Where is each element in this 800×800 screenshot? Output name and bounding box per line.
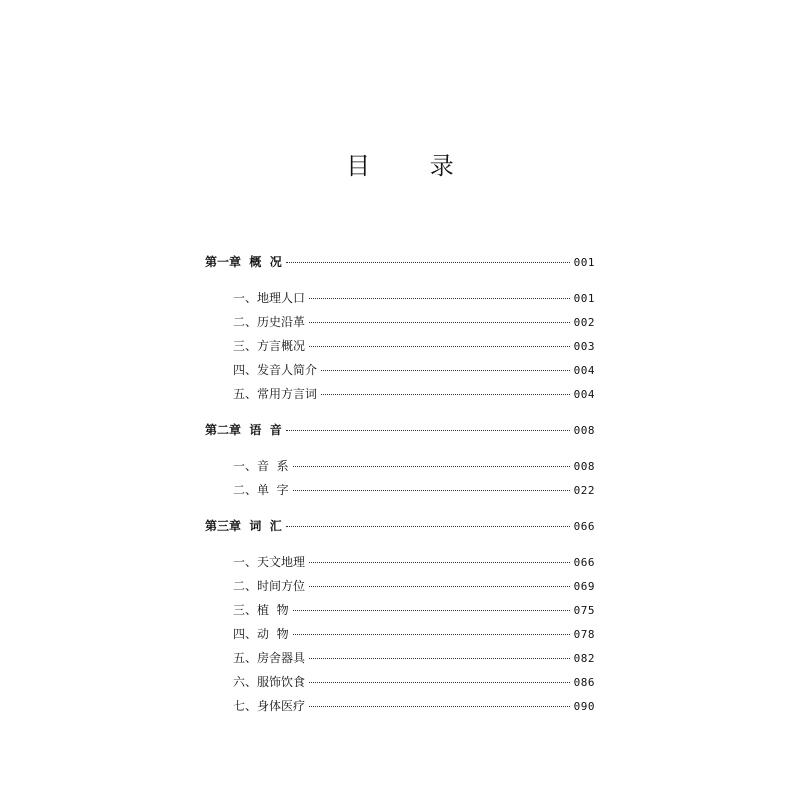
- page-number: 066: [573, 556, 595, 569]
- section-label: 四、发音人简介: [233, 363, 318, 377]
- chapter-label: 第二章 语 音: [205, 423, 282, 437]
- toc-section[interactable]: [205, 478, 595, 502]
- toc-section[interactable]: [205, 550, 595, 574]
- page-number: 075: [573, 604, 595, 617]
- dot-leader: [293, 633, 570, 635]
- section-label: 七、身体医疗: [233, 699, 306, 713]
- page-number: 090: [573, 700, 595, 713]
- dot-leader: [293, 465, 570, 467]
- page-number: 001: [573, 292, 595, 305]
- toc-section[interactable]: [205, 598, 595, 622]
- section-label: 五、房舍器具: [233, 651, 306, 665]
- dot-leader: [309, 657, 570, 659]
- dot-leader: [309, 561, 570, 563]
- section-label: 二、单 字: [233, 483, 289, 497]
- toc-section[interactable]: [205, 670, 595, 694]
- dot-leader: [321, 369, 570, 371]
- toc-section[interactable]: [205, 286, 595, 310]
- toc-section[interactable]: [205, 574, 595, 598]
- dot-leader: [321, 393, 570, 395]
- page-number: 002: [573, 316, 595, 329]
- chapter-label: 第一章 概 况: [205, 255, 282, 269]
- toc-section[interactable]: [205, 454, 595, 478]
- page-number: 001: [573, 256, 595, 269]
- dot-leader: [309, 345, 570, 347]
- toc-chapter-1[interactable]: [205, 250, 595, 274]
- section-label: 二、时间方位: [233, 579, 306, 593]
- dot-leader: [309, 705, 570, 707]
- dot-leader: [309, 321, 570, 323]
- page-number: 086: [573, 676, 595, 689]
- page-number: 078: [573, 628, 595, 641]
- page-number: 004: [573, 388, 595, 401]
- toc-section[interactable]: [205, 622, 595, 646]
- chapter-label: 第三章 词 汇: [205, 519, 282, 533]
- dot-leader: [286, 525, 570, 527]
- section-label: 五、常用方言词: [233, 387, 318, 401]
- section-label: 一、地理人口: [233, 291, 306, 305]
- dot-leader: [286, 429, 570, 431]
- dot-leader: [309, 585, 570, 587]
- table-of-contents: [205, 250, 595, 718]
- toc-section[interactable]: [205, 358, 595, 382]
- section-label: 一、天文地理: [233, 555, 306, 569]
- toc-chapter-3[interactable]: [205, 514, 595, 538]
- toc-section[interactable]: [205, 694, 595, 718]
- page-number: 069: [573, 580, 595, 593]
- section-label: 一、音 系: [233, 459, 289, 473]
- dot-leader: [309, 681, 570, 683]
- section-label: 四、动 物: [233, 627, 289, 641]
- dot-leader: [293, 489, 570, 491]
- section-label: 二、历史沿革: [233, 315, 306, 329]
- toc-section[interactable]: [205, 310, 595, 334]
- page-number: 008: [573, 460, 595, 473]
- section-label: 六、服饰饮食: [233, 675, 306, 689]
- toc-chapter-2[interactable]: [205, 418, 595, 442]
- dot-leader: [309, 297, 570, 299]
- section-label: 三、植 物: [233, 603, 289, 617]
- toc-section[interactable]: [205, 334, 595, 358]
- page-number: 004: [573, 364, 595, 377]
- toc-title: 目 录: [346, 152, 480, 180]
- dot-leader: [286, 261, 570, 263]
- page-number: 082: [573, 652, 595, 665]
- page-number: 008: [573, 424, 595, 437]
- toc-section[interactable]: [205, 382, 595, 406]
- page-number: 022: [573, 484, 595, 497]
- dot-leader: [293, 609, 570, 611]
- toc-section[interactable]: [205, 646, 595, 670]
- page-number: 003: [573, 340, 595, 353]
- page-number: 066: [573, 520, 595, 533]
- section-label: 三、方言概况: [233, 339, 306, 353]
